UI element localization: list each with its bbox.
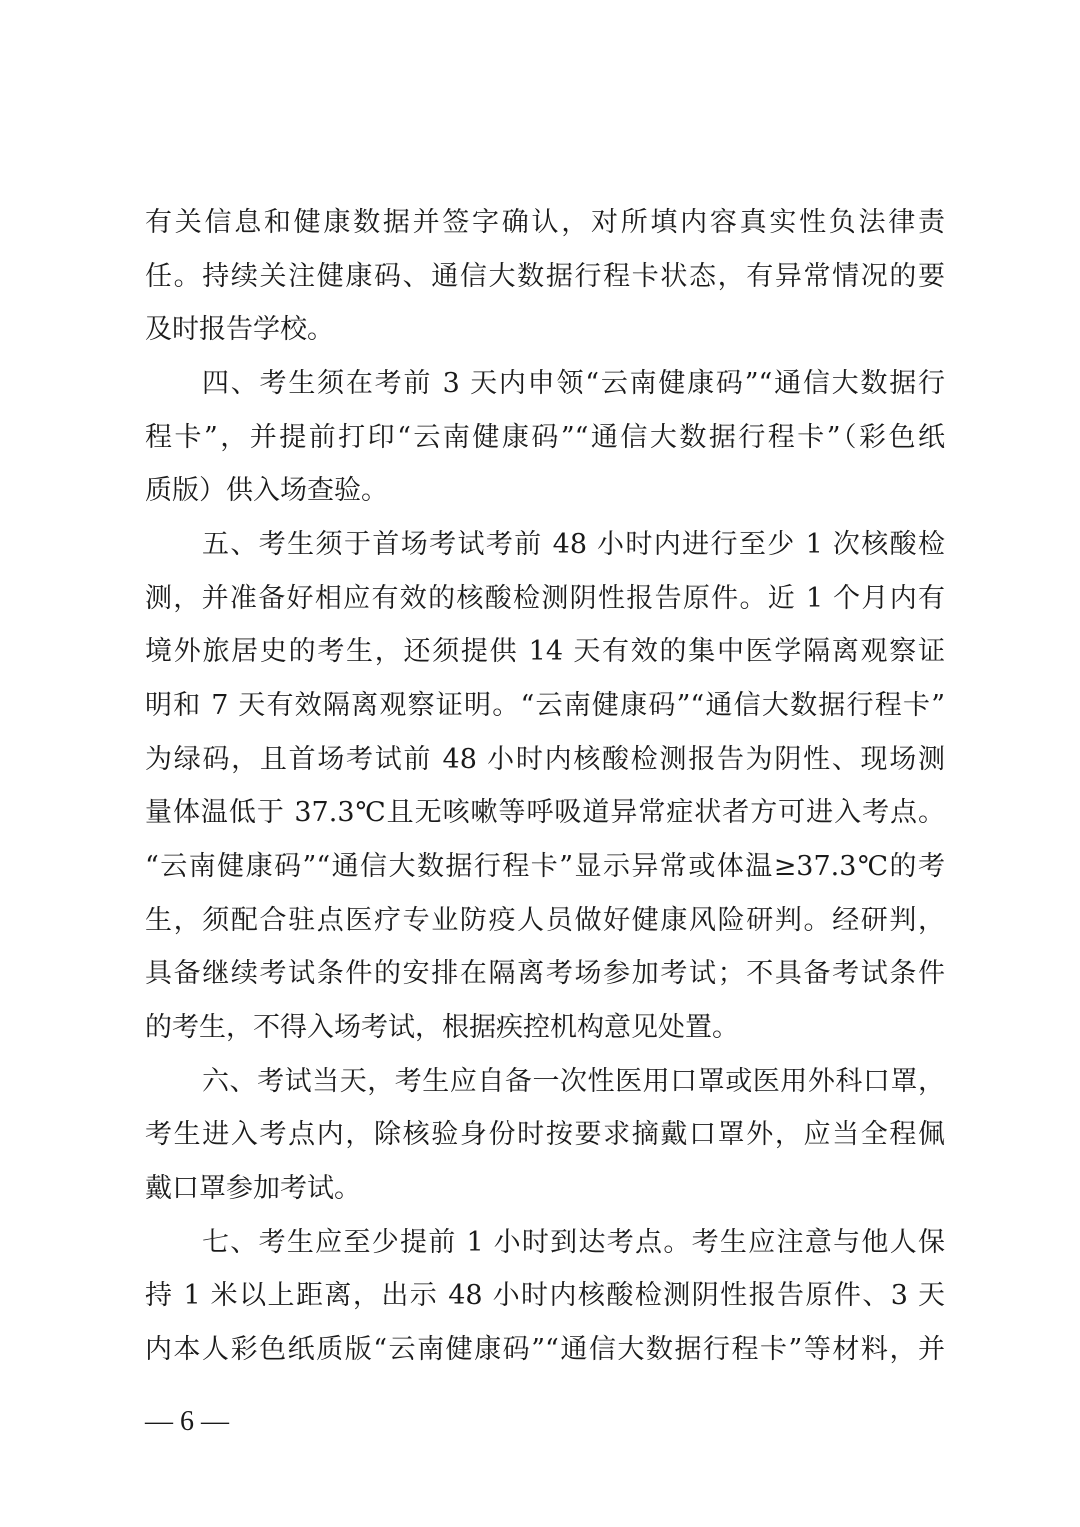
text-line: 明和 7 天有效隔离观察证明。“云南健康码”“通信大数据行程卡”: [145, 690, 945, 721]
text-line: 有关信息和健康数据并签字确认，对所填内容真实性负法律责: [145, 207, 945, 238]
text-line: 为绿码，且首场考试前 48 小时内核酸检测报告为阴性、现场测: [145, 744, 945, 775]
page-number: — 6 —: [145, 1406, 229, 1437]
text-line: 量体温低于 37.3℃且无咳嗽等呼吸道异常症状者方可进入考点。: [145, 797, 945, 828]
text-line: 任。持续关注健康码、通信大数据行程卡状态，有异常情况的要: [145, 261, 945, 292]
text-line: 戴口罩参加考试。: [145, 1173, 361, 1204]
text-line: 质版）供入场查验。: [145, 475, 388, 506]
paragraph-first-line: 五、考生须于首场考试考前 48 小时内进行至少 1 次核酸检: [202, 529, 945, 560]
paragraph-first-line: 六、考试当天，考生应自备一次性医用口罩或医用外科口罩，: [202, 1066, 945, 1097]
text-line: 测，并准备好相应有效的核酸检测阴性报告原件。近 1 个月内有: [145, 583, 945, 614]
text-line: 持 1 米以上距离，出示 48 小时内核酸检测阴性报告原件、3 天: [145, 1280, 945, 1311]
text-line: 考生进入考点内，除核验身份时按要求摘戴口罩外，应当全程佩: [145, 1119, 945, 1150]
paragraph-first-line: 七、考生应至少提前 1 小时到达考点。考生应注意与他人保: [202, 1227, 945, 1258]
text-line: “云南健康码”“通信大数据行程卡”显示异常或体温≥37.3℃的考: [145, 851, 945, 882]
text-line: 及时报告学校。: [145, 314, 334, 345]
text-line: 程卡”，并提前打印“云南健康码”“通信大数据行程卡”（彩色纸: [145, 422, 945, 453]
text-line: 的考生，不得入场考试，根据疾控机构意见处置。: [145, 1012, 739, 1043]
text-line: 生，须配合驻点医疗专业防疫人员做好健康风险研判。经研判，: [145, 905, 945, 936]
paragraph-first-line: 四、考生须在考前 3 天内申领“云南健康码”“通信大数据行: [202, 368, 945, 399]
text-line: 内本人彩色纸质版“云南健康码”“通信大数据行程卡”等材料，并: [145, 1334, 945, 1365]
text-line: 境外旅居史的考生，还须提供 14 天有效的集中医学隔离观察证: [145, 636, 945, 667]
text-line: 具备继续考试条件的安排在隔离考场参加考试；不具备考试条件: [145, 958, 945, 989]
